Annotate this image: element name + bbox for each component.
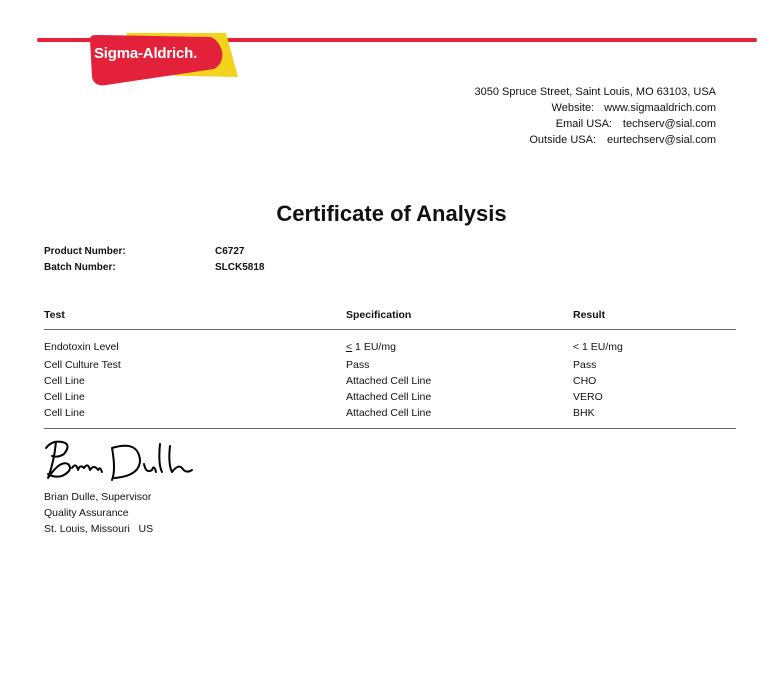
table-top-divider: [44, 329, 736, 330]
table-bottom-divider: [44, 428, 736, 429]
row-test: Cell Culture Test: [44, 359, 121, 371]
row-test: Endotoxin Level: [44, 341, 119, 353]
row-spec: Attached Cell Line: [346, 391, 432, 403]
email-link[interactable]: techserv@sial.com: [622, 118, 716, 130]
signatory-department: Quality Assurance: [44, 507, 129, 519]
row-test: Cell Line: [44, 407, 85, 419]
header-test: Test: [44, 309, 65, 321]
row-spec: Attached Cell Line: [346, 407, 432, 419]
row-result: < 1 EU/mg: [573, 341, 623, 353]
row-result: CHO: [573, 375, 597, 387]
row-spec-value: 1 EU/mg: [352, 341, 396, 353]
signatory-name: Brian Dulle, Supervisor: [44, 491, 152, 503]
website-label: Website:: [551, 102, 595, 114]
outside-label: Outside USA:: [529, 134, 596, 146]
batch-number-label: Batch Number:: [44, 262, 116, 273]
row-result: Pass: [573, 359, 597, 371]
outside-email-link[interactable]: eurtechserv@sial.com: [607, 134, 716, 146]
handwritten-signature: [42, 434, 202, 486]
email-label: Email USA:: [555, 118, 612, 130]
website-link[interactable]: www.sigmaaldrich.com: [604, 102, 716, 114]
row-test: Cell Line: [44, 375, 85, 387]
row-spec: [346, 341, 396, 353]
street-address: 3050 Spruce Street, Saint Louis, MO 63103, USA: [474, 86, 716, 98]
signatory-block: [44, 489, 153, 537]
product-number-label: Product Number:: [44, 246, 126, 257]
document-title: Certificate of Analysis: [276, 201, 507, 226]
batch-number-value: SLCK5818: [215, 262, 265, 273]
signatory-location: St. Louis, Missouri US: [44, 523, 154, 535]
row-result: BHK: [573, 407, 595, 419]
row-spec: Pass: [346, 359, 370, 371]
header-result: Result: [573, 309, 606, 321]
row-spec: Attached Cell Line: [346, 375, 432, 387]
less-equal-symbol: <: [346, 341, 353, 353]
brand-name: Sigma-Aldrich.: [94, 45, 198, 62]
product-number-row: [44, 246, 245, 257]
row-test: Cell Line: [44, 391, 85, 403]
row-result: VERO: [573, 391, 603, 403]
batch-number-row: [44, 262, 265, 273]
header-specification: Specification: [346, 309, 412, 321]
company-address: [474, 84, 716, 148]
product-number-value: C6727: [215, 246, 245, 257]
